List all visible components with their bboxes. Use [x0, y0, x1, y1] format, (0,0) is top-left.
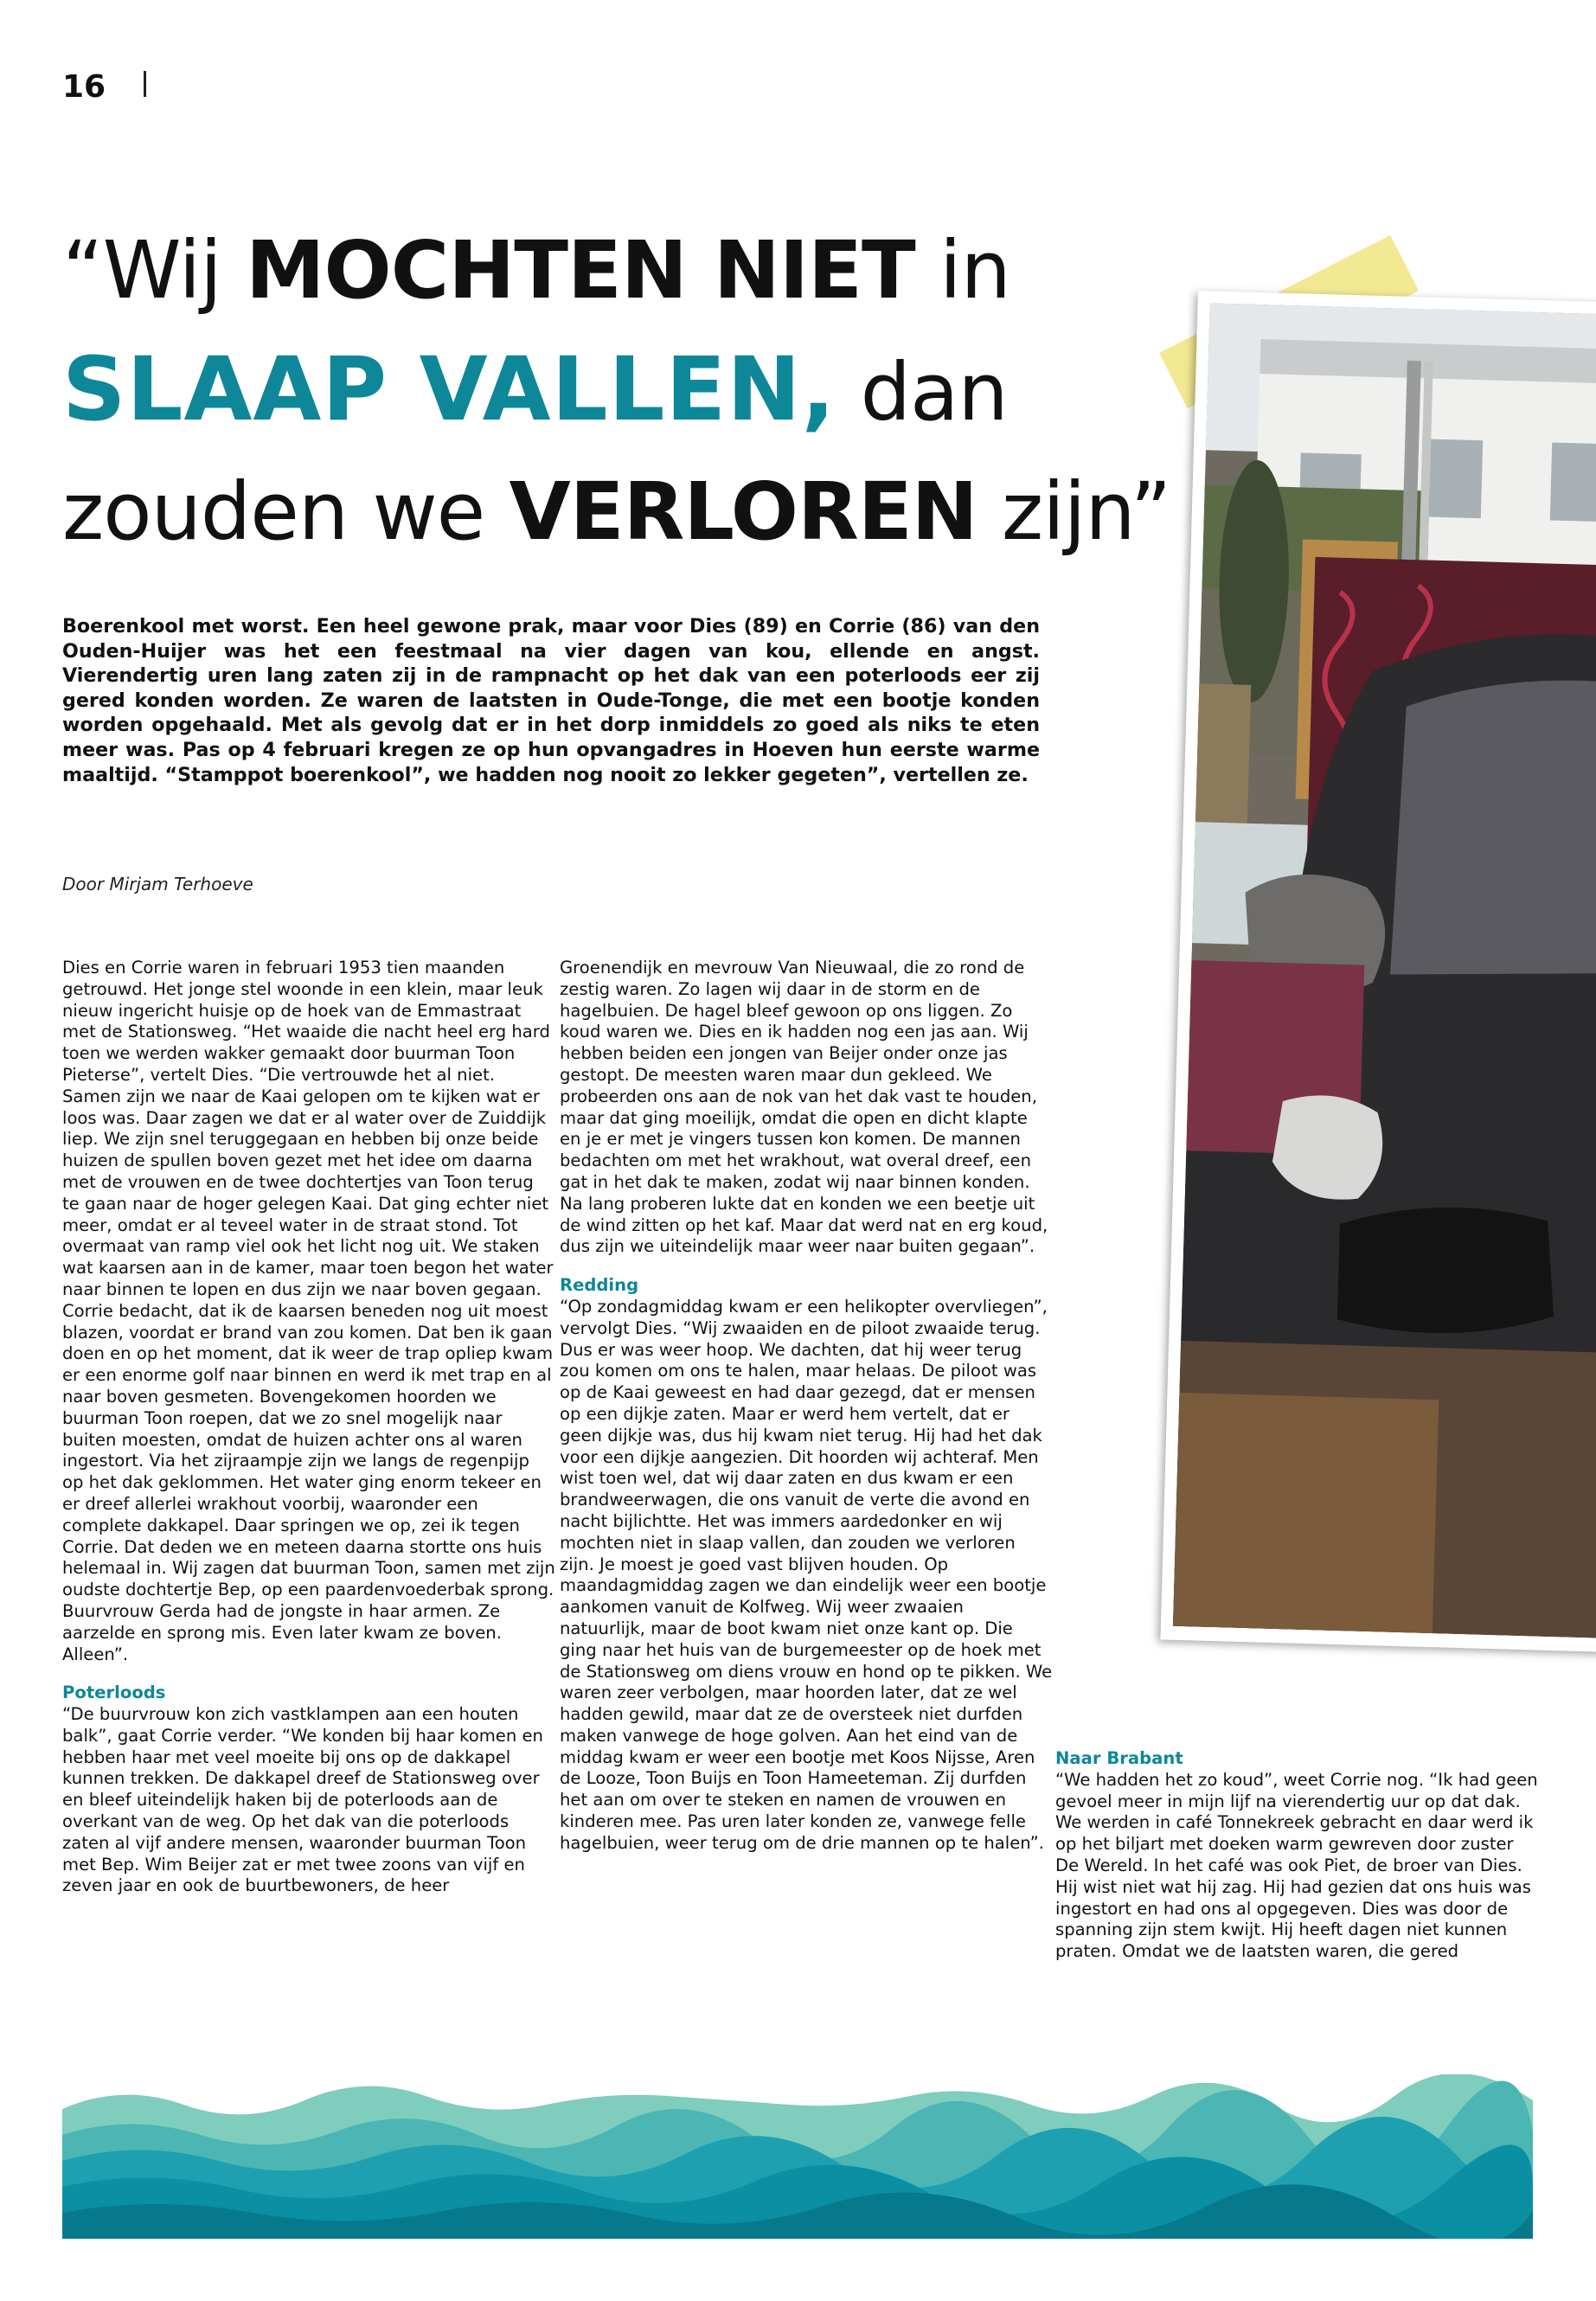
- headline: [62, 211, 1187, 572]
- section-heading-redding: Redding: [560, 1275, 639, 1296]
- article-paragraph: Groenendijk en mevrouw Van Nieuwaal, die zo rond de zestig waren. Zo lagen wij daar in de storm en de hagelbuien. De hagel bleef gewoon op ons liggen. Zo koud waren we. Dies en ik hadden nog een jas aan. Wij hebben beiden een jongen van Beijer onder onze jas gestopt. De meesten waren maar dun gekleed. We probeerden ons aan de nok van het dak vast te houden, maar dat ging moeilijk, omdat die open en dicht klapte en je er met je vingers tussen kon komen. De mannen bedachten om met het wrakhout, wat overal dreef, een gat in het dak te maken, zodat wij naar binnen konden. Na lang proberen lukte dat en konden we een beetje uit de wind zitten op het kaf. Maar dat werd nat en erg koud, dus zijn we uiteindelijk maar weer naar buiten gegaan”.: [560, 958, 1048, 1257]
- intro-paragraph: Boerenkool met worst. Een heel gewone prak, maar voor Dies (89) en Corrie (86) van den Ouden-Huijer was het een feestmaal na vier dagen van kou, ellende en angst. Vierendertig uren lang zaten zij in de rampnacht op het dak van een poterloods eer zij gered konden worden. Ze waren de laatsten in Oude-Tonge, die met een bootje konden worden opgehaald. Met als gevolg dat er in het dorp inmiddels zo goed als niks te eten meer was. Pas op 4 februari kregen ze op hun opvangadres in Hoeven hun eerste warme maaltijd. “Stamppot boerenkool”, we hadden nog nooit zo lekker gegeten”, vertellen ze.: [62, 615, 1040, 786]
- headline-text: zijn”: [977, 465, 1171, 558]
- photo: [1160, 291, 1596, 1653]
- headline-text: dan: [836, 346, 1008, 439]
- page-number-divider: [144, 71, 146, 97]
- headline-text: “Wij: [62, 224, 246, 317]
- article-column-2: [560, 958, 1053, 1855]
- headline-line-3: [62, 452, 1187, 572]
- photo-image: [1173, 303, 1596, 1638]
- headline-accent: SLAAP VALLEN,: [62, 338, 836, 441]
- headline-line-2: [62, 330, 1187, 452]
- headline-line-1: [62, 211, 1187, 330]
- page-number: 16: [62, 69, 106, 105]
- article-column-3: [1055, 1748, 1540, 1963]
- section-heading-naar-brabant: Naar Brabant: [1055, 1748, 1183, 1768]
- article-paragraph: “De buurvrouw kon zich vastklampen aan een houten balk”, gaat Corrie verder. “We konden bij haar komen en hebben haar met veel moeite bij ons op de dakkapel kunnen trekken. De dakkapel dreef de Stationsweg over en bleef uiteindelijk haken bij de poterloods aan de overkant van de weg. Op het dak van die poterloods zaten al vijf andere mensen, waaronder buurman Toon met Bep. Wim Beijer zat er met twee zoons van vijf en zeven jaar en ook de buurtbewoners, de heer: [62, 1704, 543, 1896]
- headline-bold: MOCHTEN NIET: [245, 224, 915, 317]
- article-paragraph: Dies en Corrie waren in februari 1953 tien maanden getrouwd. Het jonge stel woonde in een klein, maar leuk nieuw ingericht huisje op de hoek van de Emmastraat met de Stationsweg. “Het waaide die nacht heel erg hard toen we werden wakker gemaakt door buurman Toon Pieterse”, vertelt Dies. “Die vertrouwde het al niet. Samen zijn we naar de Kaai gelopen om te kijken wat er loos was. Daar zagen we dat er al water over de Zuiddijk liep. We zijn snel teruggegaan en hebben bij onze beide huizen de spullen boven gezet met het idee om daarna met de vrouwen en de twee dochtertjes van Toon terug te gaan naar de hoger gelegen Kaai. Dat ging echter niet meer, omdat er al teveel water in de straat stond. Tot overmaat van ramp viel ook het licht nog uit. We staken wat kaarsen aan in de kamer, maar toen begon het water naar binnen te lopen en dus zijn we naar boven gegaan. Corrie bedacht, dat ik de kaarsen beneden nog uit moest blazen, voordat er brand van zou komen. Dat ben ik gaan doen en op het moment, dat ik weer de trap opliep kwam er een enorme golf naar binnen en werd ik met trap en al naar boven gesmeten. Bovengekomen hoorden we buurman Toon roepen, dat we zo snel mogelijk naar buiten moesten, omdat de huizen achter ons al waren ingestort. Via het zijraampje zijn we langs de regenpijp op het dak geklommen. Het water ging enorm tekeer en er dreef allerlei wrakhout voorbij, waaronder een complete dakkapel. Daar springen we op, zei ik tegen Corrie. Dat deden we en meteen daarna stortte ons huis helemaal in. Wij zagen dat buurman Toon, samen met zijn oudste dochtertje Bep, op een paardenvoederbak sprong. Buurvrouw Gerda had de jongste in haar armen. Ze aarzelde en sprong mis. Even later kwam ze boven. Alleen”.: [62, 958, 555, 1664]
- headline-text: zouden we: [62, 465, 510, 558]
- article-paragraph: “Op zondagmiddag kwam er een helikopter overvliegen”, vervolgt Dies. “Wij zwaaiden en de piloot zwaaide terug. Dus er was weer hoop. We dachten, dat hij weer terug zou komen om ons te halen, maar helaas. De piloot was op de Kaai geweest en had daar gezegd, dat er mensen op een dijkje zaten. Maar er werd hem vertelt, dat er geen dijkje was, dus hij kwam niet terug. Hij had het dak voor een dijkje aangezien. Dit hoorden wij achteraf. Men wist toen wel, dat wij daar zaten en dus kwam er een brandweerwagen, die ons vanuit de verte die avond en nacht bijlichtte. Het was immers aardedonker en wij mochten niet in slaap vallen, dan zouden we verloren zijn. Je moest je goed vast blijven houden. Op maandagmiddag zagen we dan eindelijk weer een bootje aankomen vanuit de Kolfweg. Wij weer zwaaien natuurlijk, maar de boot kwam niet onze kant op. Die ging naar het huis van de burgemeester op de hoek met de Stationsweg om diens vrouw en hond op te pikken. We waren zeer verbolgen, maar hoorden later, dat ze wel hadden gewild, maar dat ze de oversteek niet durfden maken vanwege de hoge golven. Aan het eind van de middag kwam er weer een bootje met Koos Nijsse, Aren de Looze, Toon Buijs en Toon Hameeteman. Zij durfden het aan om over te steken en namen de vrouwen en kinderen mee. Pas uren later konden ze, vanwege felle hagelbuien, weer terug om de drie mannen op te halen”.: [560, 1296, 1053, 1853]
- wave-decoration: [62, 2074, 1533, 2239]
- byline: Door Mirjam Terhoeve: [62, 874, 253, 894]
- section-heading-poterloods: Poterloods: [62, 1682, 166, 1703]
- headline-text: in: [914, 224, 1010, 317]
- article-paragraph: “We hadden het zo koud”, weet Corrie nog. “Ik had geen gevoel meer in mijn lijf na vierendertig uur op dat dak. We werden in café Tonnekreek gebracht en daar werd ik op het biljart met doeken warm gewreven door zuster De Wereld. In het café was ook Piet, de broer van Dies. Hij wist niet wat hij zag. Hij had gezien dat ons huis was ingestort en had ons al opgegeven. Dies was door de spanning zijn stem kwijt. Hij heeft dagen niet kunnen praten. Omdat we de laatsten waren, die gered: [1055, 1769, 1538, 1962]
- article-column-1: [62, 958, 555, 1897]
- headline-bold: VERLOREN: [509, 465, 977, 558]
